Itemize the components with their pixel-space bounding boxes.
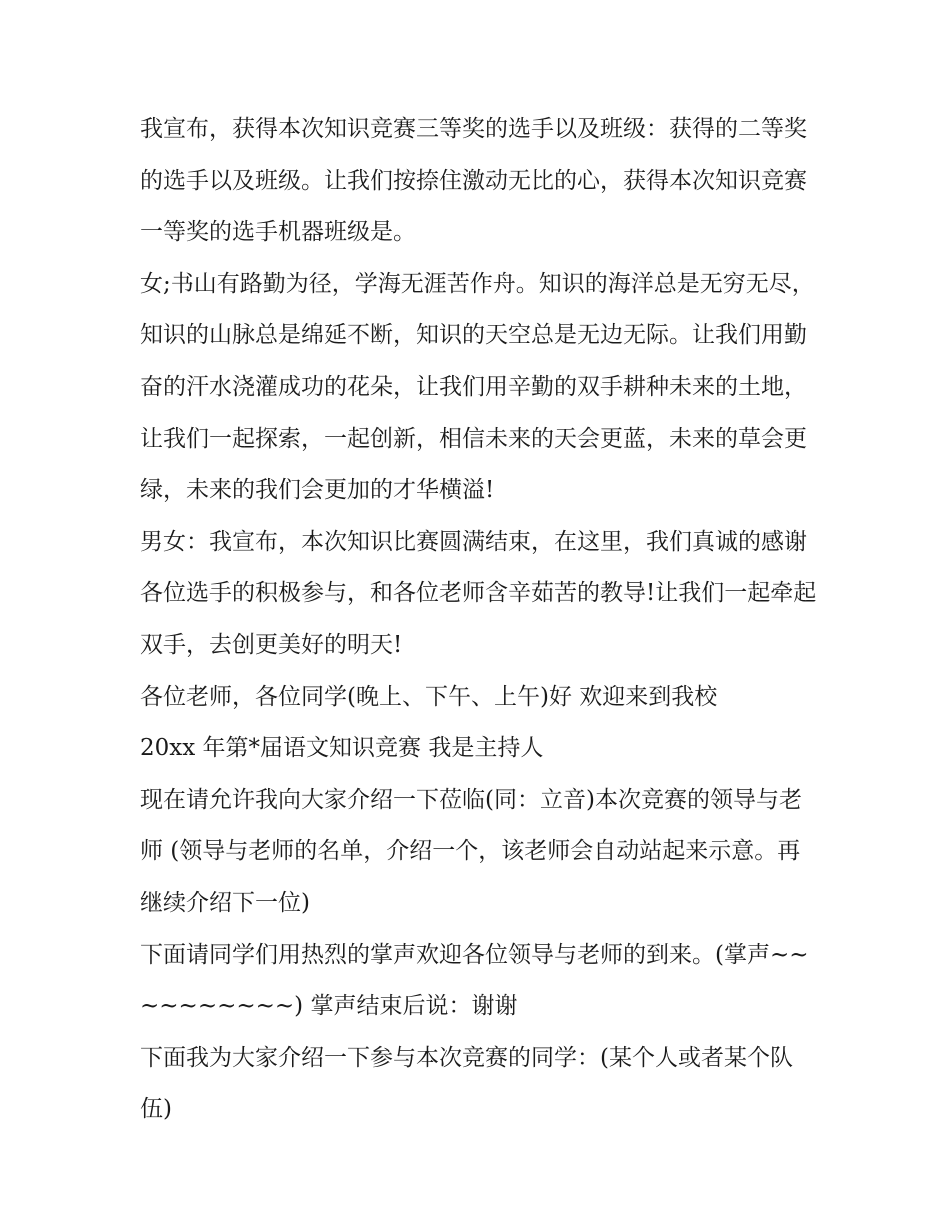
paragraph-applause: 下面请同学们用热烈的掌声欢迎各位领导与老师的到来。(掌声~~~~~~~~~~) 掌声结束后说：谢谢 <box>140 941 809 1020</box>
paragraph-welcome: 各位老师，各位同学(晚上、下午、上午)好 欢迎来到我校 <box>140 683 718 710</box>
paragraph-contest-intro: 20xx 年第*届语文知识竞赛 我是主持人 <box>140 735 544 762</box>
paragraph-introduce-leaders: 现在请允许我向大家介绍一下莅临(同：立音)本次竞赛的领导与老师 (领导与老师的名单，介绍一个，该老师会自动站起来示意。再继续介绍下一位) <box>140 786 802 916</box>
paragraph-female-host-closing: 女;书山有路勤为径，学海无涯苦作舟。知识的海洋总是无穷无尽，知识的山脉总是绵延不断，知识的天空总是无边无际。让我们用勤奋的汗水浇灌成功的花朵，让我们用辛勤的双手耕种未来的土地，让我们一起探索，一起创新，相信未来的天会更蓝，未来的草会更绿，未来的我们会更加的才华横溢! <box>140 270 815 504</box>
paragraph-introduce-contestants: 下面我为大家介绍一下参与本次竞赛的同学：(某个人或者某个队伍) <box>140 1044 793 1123</box>
paragraph-award-announcement: 我宣布，获得本次知识竞赛三等奖的选手以及班级：获得的二等奖的选手以及班级。让我们按捺住激动无比的心，获得本次知识竞赛一等奖的选手机器班级是。 <box>140 116 807 246</box>
paragraph-joint-closing: 男女：我宣布，本次知识比赛圆满结束，在这里，我们真诚的感谢各位选手的积极参与，和各位老师含辛茹苦的教导!让我们一起牵起双手，去创更美好的明天! <box>140 528 817 658</box>
document-body <box>140 104 820 1136</box>
